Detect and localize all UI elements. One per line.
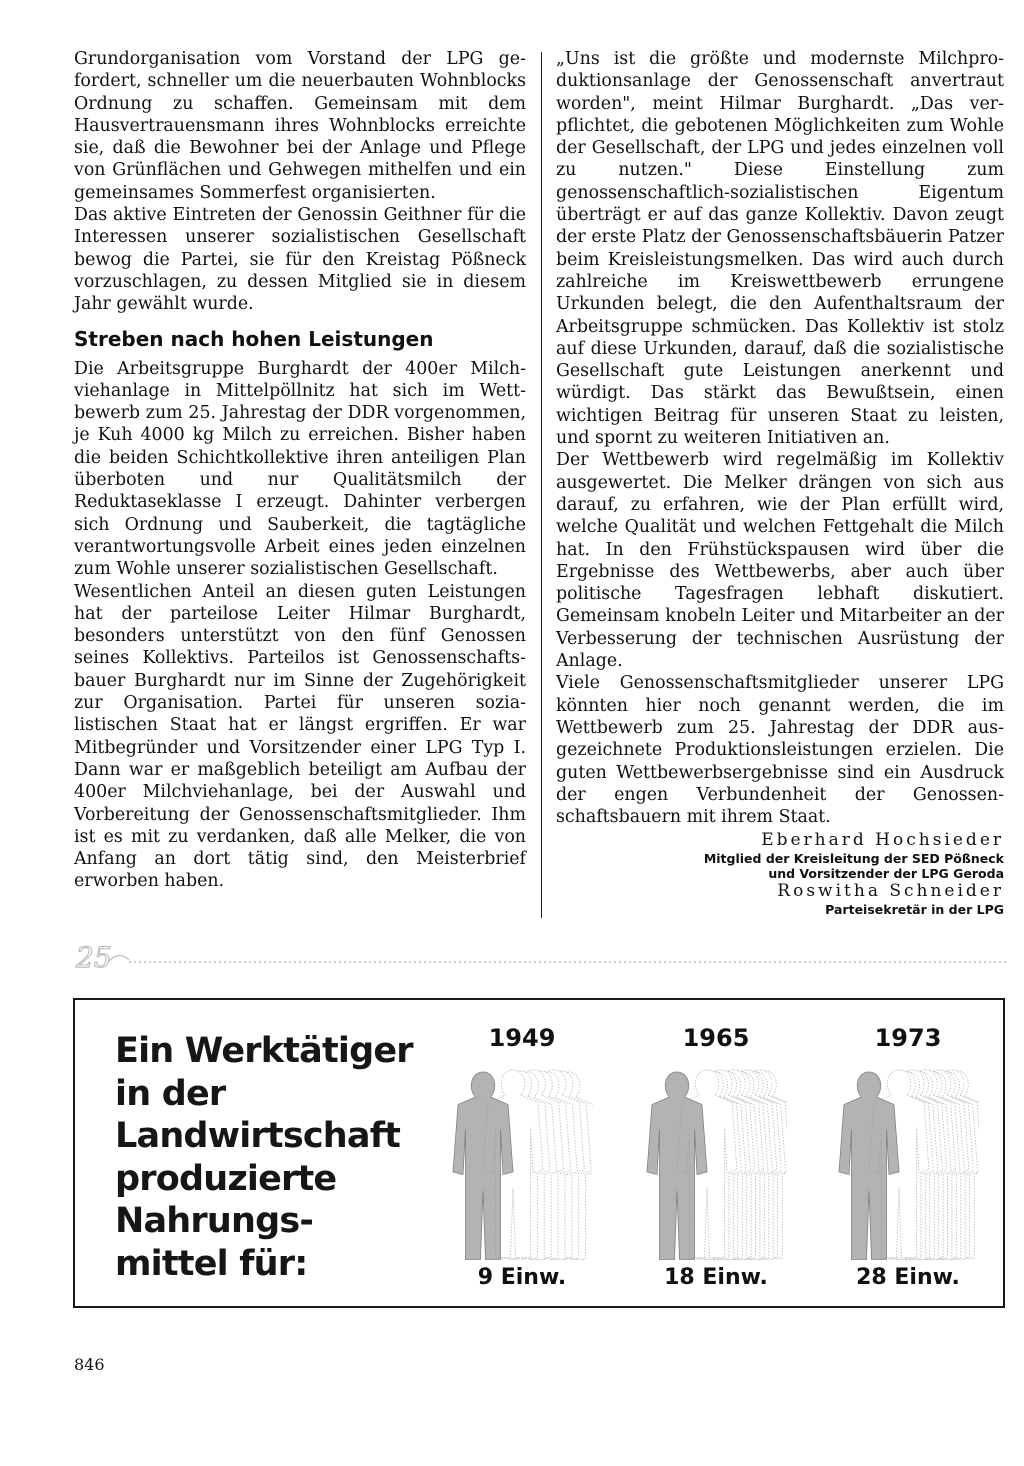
svg-text:25: 25 xyxy=(76,941,112,974)
headline-line: produzierte xyxy=(115,1158,337,1199)
infographic-headline xyxy=(115,1030,415,1285)
paragraph: „Uns ist die größte und modernste Milchproduktionsanlage der Genossenschaft anvertraut worden", meint Hilmar Burghardt. „Das verpflichtet, die gebotenen Möglichkeiten zum Wohle der Gesellschaft, der LPG und jedes einzelnen voll zu nutzen." Diese Einstellung zum genossenschaftlich-sozialistischen Eigentum überträgt er auf das ganze Kollektiv. Davon zeugt der erste Platz der Genossenschaftsbäuerin Patzer beim Kreisleistungsmelken. Das wird auch durch zahlreiche im Kreiswettbewerb errungene Urkunden belegt, die den Aufenthaltsraum der Arbeitsgruppe schmücken. Das Kollektiv ist stolz auf diese Urkunden, darauf, daß die sozialistische Gesellschaft gute Leistungen anerkennt und würdigt. Das stärkt das Bewußtsein, einen wichtigen Beitrag für unseren Staat zu leisten, und spornt zu weiteren Initiativen an. xyxy=(556,49,1004,449)
worker-figures xyxy=(637,1066,787,1271)
year-column-1965 xyxy=(631,1024,801,1294)
year-label: 1973 xyxy=(874,1024,942,1052)
headline-line: Ein Werktätiger xyxy=(115,1031,413,1071)
author-name: Eberhard Hochsieder xyxy=(761,830,1004,851)
column-divider xyxy=(541,52,542,918)
right-text-column xyxy=(556,48,1004,917)
signature-block xyxy=(556,830,1004,917)
population-count: 28 Einw. xyxy=(856,1265,960,1290)
year-label: 1965 xyxy=(682,1024,750,1052)
headline-line: in der xyxy=(115,1073,226,1114)
worker-figures xyxy=(443,1066,593,1271)
author-role: und Vorsitzender der LPG Geroda xyxy=(768,866,1004,882)
population-count: 18 Einw. xyxy=(664,1265,768,1290)
year-column-1973 xyxy=(823,1024,993,1294)
paragraph: Das aktive Eintreten der Genossin Geithner für die Interessen unserer sozialistischen Gesellschaft bewog die Partei, sie für den Kreistag Pößneck vorzuschlagen, zu dessen Mitglied sie in diesem Jahr gewählt wurde. xyxy=(74,205,526,315)
left-text-column xyxy=(74,48,526,893)
author-name: Roswitha Schneider xyxy=(777,881,1004,902)
paragraph: Grundorganisation vom Vorstand der LPG gefordert, schneller um die neuerbauten Wohnblocks Ordnung zu schaffen. Gemeinsam mit dem Hausvertrauensmann ihres Wohnblocks erreichte sie, daß die Bewohner bei der Anlage und Pflege von Grünflächen und Gehwegen mithelfen und ein gemeinsames Sommerfest organisierten. xyxy=(74,49,526,203)
anniversary-ornament xyxy=(74,940,1009,974)
paragraph: Wesentlichen Anteil an diesen guten Leistungen hat der parteilose Leiter Hilmar Burghardt, besonders unterstützt von den fünf Genossen seines Kollektivs. Parteilos ist Genossenschaftsbauer Burghardt nur im Sinne der Zugehörigkeit zur Organisation. Partei für unseren sozialistischen Staat hat er längst ergriffen. Er war Mitbegründer und Vorsitzender einer LPG Typ I. Dann war er maßgeblich beteiligt am Aufbau der 400er Milchviehanlage, bei der Auswahl und Vorbereitung der Genossenschaftsmitglieder. Ihm ist es mit zu verdanken, daß alle Melker, die von Anfang an dort tätig sind, den Meisterbrief erworben haben. xyxy=(74,581,526,892)
paragraph: Der Wettbewerb wird regelmäßig im Kollektiv ausgewertet. Die Melker drängen von sich aus darauf, zu erfahren, wie der Plan erfüllt wird, welche Qualität und welchen Fettgehalt die Milch hat. In den Frühstückspausen wird über die Ergebnisse des Wettbewerbs, aber auch über politische Tagesfragen lebhaft diskutiert. Gemeinsam knobeln Leiter und Mitarbeiter an der Verbesserung der technischen Ausrüstung der Anlage. xyxy=(556,450,1004,672)
worker-figures xyxy=(829,1066,979,1271)
paragraph: Die Arbeitsgruppe Burghardt der 400er Milchviehanlage in Mittelpöllnitz hat sich im Wettbewerb zum 25. Jahrestag der DDR vorgenommen, je Kuh 4000 kg Milch zu erreichen. Bisher haben die beiden Schichtkollektive ihren anteiligen Plan überboten und nur Qualitätsmilch der Reduktaseklasse I erzeugt. Dahinter verbergen sich Ordnung und Sauberkeit, die tagtägliche verantwortungsvolle Arbeit eines jeden einzelnen zum Wohle unserer sozialistischen Gesellschaft. xyxy=(74,358,526,580)
section-subheading: Streben nach hohen Leistungen xyxy=(74,326,434,351)
year-column-1949 xyxy=(437,1024,607,1294)
paragraph: Viele Genossenschaftsmitglieder unserer LPG könnten hier noch genannt werden, die im Wettbewerb zum 25. Jahrestag der DDR ausgezeichnete Produktionsleistungen erzielen. Die guten Wettbewerbsergebnisse sind ein Ausdruck der engen Verbundenheit der Genossenschaftsbauern mit ihrem Staat. xyxy=(556,673,1004,828)
infographic-box xyxy=(73,998,1005,1308)
author-role: Parteisekretär in der LPG xyxy=(825,902,1004,918)
headline-line: Landwirtschaft xyxy=(115,1116,401,1156)
headline-line: Nahrungs- xyxy=(115,1201,314,1241)
headline-line: mittel für: xyxy=(115,1243,308,1284)
population-count: 9 Einw. xyxy=(477,1265,567,1290)
author-role: Mitglied der Kreisleitung der SED Pößneck xyxy=(703,851,1004,867)
page-number: 846 xyxy=(74,1355,105,1374)
year-label: 1949 xyxy=(488,1024,556,1052)
